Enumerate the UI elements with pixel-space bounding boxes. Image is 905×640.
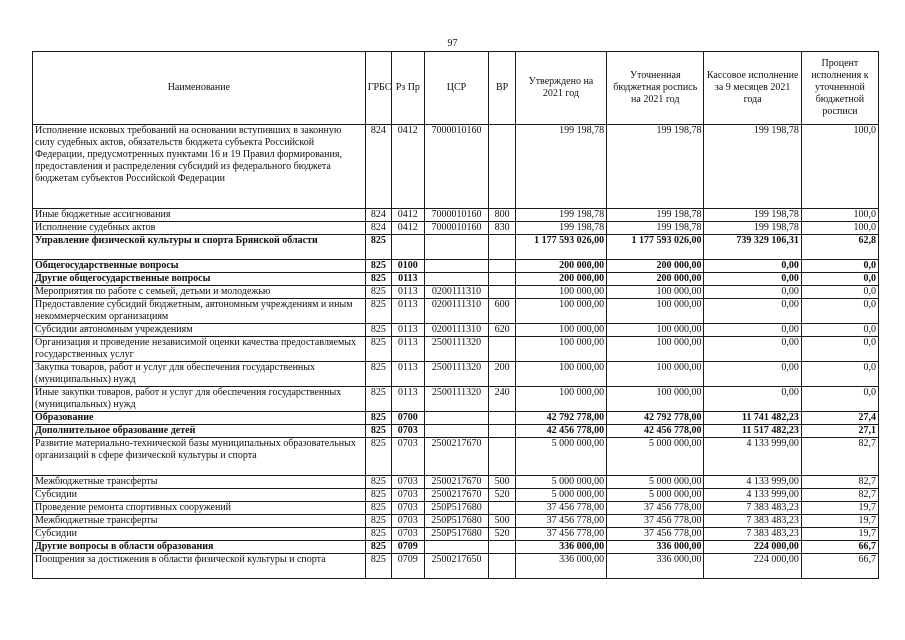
row-cash: 224 000,00: [704, 541, 801, 554]
row-approved: 100 000,00: [515, 337, 606, 362]
header-percent: Процент исполнения к уточненной бюджетной росписи: [801, 52, 878, 125]
row-updated: 37 456 778,00: [607, 502, 704, 515]
header-updated: Уточненная бюджетная роспись на 2021 год: [607, 52, 704, 125]
header-rzpr: Рз Пр: [392, 52, 424, 125]
row-cash: 0,00: [704, 387, 801, 412]
table-row: [33, 324, 879, 337]
row-csr: 2500217670: [424, 476, 489, 489]
table-row: [33, 299, 879, 324]
row-name: Иные закупки товаров, работ и услуг для обеспечения государственных (муниципальных) нужд: [33, 387, 366, 412]
row-approved: 42 456 778,00: [515, 425, 606, 438]
row-updated: 336 000,00: [607, 554, 704, 579]
row-updated: 5 000 000,00: [607, 476, 704, 489]
row-csr: 2500111320: [424, 387, 489, 412]
row-name: Поощрения за достижения в области физической культуры и спорта: [33, 554, 366, 579]
row-name: Исполнение судебных актов: [33, 222, 366, 235]
row-rzpr: 0412: [392, 125, 424, 209]
row-grbs: 825: [365, 528, 391, 541]
row-vr: 240: [489, 387, 515, 412]
row-updated: 5 000 000,00: [607, 489, 704, 502]
row-approved: 5 000 000,00: [515, 476, 606, 489]
row-percent: 0,0: [801, 387, 878, 412]
row-grbs: 825: [365, 273, 391, 286]
row-cash: 739 329 106,31: [704, 235, 801, 260]
row-updated: 100 000,00: [607, 299, 704, 324]
row-rzpr: 0709: [392, 541, 424, 554]
row-vr: [489, 502, 515, 515]
row-grbs: 824: [365, 222, 391, 235]
row-cash: 11 741 482,23: [704, 412, 801, 425]
row-cash: 4 133 999,00: [704, 489, 801, 502]
row-rzpr: 0703: [392, 515, 424, 528]
row-rzpr: 0113: [392, 387, 424, 412]
row-cash: 199 198,78: [704, 209, 801, 222]
row-cash: 4 133 999,00: [704, 476, 801, 489]
row-vr: [489, 337, 515, 362]
row-updated: 42 792 778,00: [607, 412, 704, 425]
row-grbs: 825: [365, 502, 391, 515]
table-row: [33, 438, 879, 476]
row-csr: 250P517680: [424, 528, 489, 541]
row-rzpr: 0700: [392, 412, 424, 425]
row-grbs: 825: [365, 554, 391, 579]
row-rzpr: 0703: [392, 438, 424, 476]
row-csr: [424, 273, 489, 286]
row-vr: [489, 260, 515, 273]
row-name: Дополнительное образование детей: [33, 425, 366, 438]
row-vr: 200: [489, 362, 515, 387]
row-cash: 199 198,78: [704, 222, 801, 235]
row-csr: [424, 235, 489, 260]
row-cash: 0,00: [704, 324, 801, 337]
row-percent: 100,0: [801, 222, 878, 235]
row-rzpr: 0113: [392, 324, 424, 337]
row-approved: 100 000,00: [515, 299, 606, 324]
row-approved: 100 000,00: [515, 387, 606, 412]
row-approved: 100 000,00: [515, 324, 606, 337]
row-cash: 7 383 483,23: [704, 515, 801, 528]
row-updated: 37 456 778,00: [607, 528, 704, 541]
row-rzpr: 0412: [392, 222, 424, 235]
row-name: Иные бюджетные ассигнования: [33, 209, 366, 222]
row-csr: [424, 260, 489, 273]
table-row: [33, 476, 879, 489]
row-percent: 82,7: [801, 489, 878, 502]
row-csr: [424, 541, 489, 554]
row-updated: 42 456 778,00: [607, 425, 704, 438]
row-csr: 2500217670: [424, 438, 489, 476]
table-row: [33, 260, 879, 273]
row-vr: [489, 438, 515, 476]
table-row: [33, 489, 879, 502]
row-rzpr: 0703: [392, 425, 424, 438]
header-vr: ВР: [489, 52, 515, 125]
row-csr: 7000010160: [424, 209, 489, 222]
row-approved: 100 000,00: [515, 362, 606, 387]
row-cash: 11 517 482,23: [704, 425, 801, 438]
row-csr: 7000010160: [424, 125, 489, 209]
row-cash: 4 133 999,00: [704, 438, 801, 476]
table-row: [33, 554, 879, 579]
row-vr: 500: [489, 476, 515, 489]
row-csr: 0200111310: [424, 286, 489, 299]
table-row: [33, 362, 879, 387]
row-rzpr: 0100: [392, 260, 424, 273]
row-name: Предоставление субсидий бюджетным, автономным учреждениям и иным некоммерческим организациям: [33, 299, 366, 324]
row-name: Другие общегосударственные вопросы: [33, 273, 366, 286]
row-grbs: 825: [365, 476, 391, 489]
table-row: [33, 412, 879, 425]
row-csr: 2500217670: [424, 489, 489, 502]
row-vr: [489, 554, 515, 579]
row-grbs: 825: [365, 438, 391, 476]
row-grbs: 825: [365, 412, 391, 425]
row-name: Другие вопросы в области образования: [33, 541, 366, 554]
row-name: Образование: [33, 412, 366, 425]
row-grbs: 825: [365, 425, 391, 438]
row-percent: 100,0: [801, 125, 878, 209]
row-vr: [489, 425, 515, 438]
row-approved: 336 000,00: [515, 541, 606, 554]
row-vr: 500: [489, 515, 515, 528]
row-csr: 7000010160: [424, 222, 489, 235]
row-rzpr: 0703: [392, 489, 424, 502]
row-grbs: 825: [365, 387, 391, 412]
table-row: [33, 222, 879, 235]
row-approved: 5 000 000,00: [515, 438, 606, 476]
row-updated: 37 456 778,00: [607, 515, 704, 528]
row-approved: 199 198,78: [515, 222, 606, 235]
row-csr: 250P517680: [424, 502, 489, 515]
row-percent: 19,7: [801, 515, 878, 528]
row-rzpr: 0113: [392, 337, 424, 362]
row-approved: 1 177 593 026,00: [515, 235, 606, 260]
row-percent: 100,0: [801, 209, 878, 222]
row-rzpr: 0709: [392, 554, 424, 579]
row-cash: 0,00: [704, 273, 801, 286]
row-vr: 520: [489, 489, 515, 502]
page-number: 97: [447, 38, 458, 49]
table-row: [33, 387, 879, 412]
row-cash: 199 198,78: [704, 125, 801, 209]
row-vr: [489, 541, 515, 554]
row-percent: 0,0: [801, 337, 878, 362]
row-name: Мероприятия по работе с семьей, детьми и молодежью: [33, 286, 366, 299]
row-vr: [489, 286, 515, 299]
row-csr: 2500217650: [424, 554, 489, 579]
row-vr: 620: [489, 324, 515, 337]
row-updated: 200 000,00: [607, 273, 704, 286]
header-csr: ЦСР: [424, 52, 489, 125]
row-rzpr: 0703: [392, 476, 424, 489]
row-approved: 37 456 778,00: [515, 515, 606, 528]
row-vr: 800: [489, 209, 515, 222]
table-row: [33, 515, 879, 528]
row-grbs: 825: [365, 324, 391, 337]
row-cash: 0,00: [704, 337, 801, 362]
row-percent: 66,7: [801, 554, 878, 579]
row-grbs: 824: [365, 209, 391, 222]
row-vr: [489, 125, 515, 209]
table-row: [33, 337, 879, 362]
table-row: [33, 541, 879, 554]
row-updated: 5 000 000,00: [607, 438, 704, 476]
row-name: Управление физической культуры и спорта Брянской области: [33, 235, 366, 260]
table-row: [33, 286, 879, 299]
row-rzpr: 0113: [392, 362, 424, 387]
row-name: Общегосударственные вопросы: [33, 260, 366, 273]
row-updated: 100 000,00: [607, 362, 704, 387]
row-name: Субсидии: [33, 528, 366, 541]
row-grbs: 825: [365, 299, 391, 324]
row-rzpr: 0113: [392, 286, 424, 299]
row-vr: [489, 235, 515, 260]
row-percent: 19,7: [801, 528, 878, 541]
row-approved: 42 792 778,00: [515, 412, 606, 425]
row-grbs: 825: [365, 235, 391, 260]
row-name: Проведение ремонта спортивных сооружений: [33, 502, 366, 515]
table-row: [33, 209, 879, 222]
row-name: Закупка товаров, работ и услуг для обеспечения государственных (муниципальных) нужд: [33, 362, 366, 387]
table-row: [33, 273, 879, 286]
table-row: [33, 528, 879, 541]
row-rzpr: [392, 235, 424, 260]
row-rzpr: 0703: [392, 502, 424, 515]
row-grbs: 825: [365, 541, 391, 554]
row-grbs: 825: [365, 362, 391, 387]
row-csr: 2500111320: [424, 362, 489, 387]
row-updated: 199 198,78: [607, 222, 704, 235]
table-row: [33, 425, 879, 438]
row-csr: 2500111320: [424, 337, 489, 362]
row-grbs: 824: [365, 125, 391, 209]
row-cash: 0,00: [704, 286, 801, 299]
row-csr: 0200111310: [424, 299, 489, 324]
header-cash: Кассовое исполнение за 9 месяцев 2021 года: [704, 52, 801, 125]
row-percent: 0,0: [801, 260, 878, 273]
row-rzpr: 0703: [392, 528, 424, 541]
row-percent: 0,0: [801, 273, 878, 286]
row-csr: 0200111310: [424, 324, 489, 337]
row-vr: 600: [489, 299, 515, 324]
row-grbs: 825: [365, 337, 391, 362]
row-percent: 27,1: [801, 425, 878, 438]
row-updated: 100 000,00: [607, 286, 704, 299]
row-approved: 200 000,00: [515, 260, 606, 273]
row-updated: 100 000,00: [607, 324, 704, 337]
row-csr: [424, 425, 489, 438]
header-grbs: ГРБС: [365, 52, 391, 125]
row-name: Субсидии: [33, 489, 366, 502]
row-rzpr: 0412: [392, 209, 424, 222]
row-name: Развитие материально-технической базы муниципальных образовательных организаций в сфере физической культуры и спорта: [33, 438, 366, 476]
row-grbs: 825: [365, 489, 391, 502]
header-approved: Утверждено на 2021 год: [515, 52, 606, 125]
row-csr: 250P517680: [424, 515, 489, 528]
row-percent: 82,7: [801, 476, 878, 489]
row-percent: 0,0: [801, 299, 878, 324]
row-approved: 100 000,00: [515, 286, 606, 299]
row-cash: 7 383 483,23: [704, 502, 801, 515]
table-row: [33, 502, 879, 515]
row-approved: 5 000 000,00: [515, 489, 606, 502]
row-approved: 200 000,00: [515, 273, 606, 286]
row-approved: 37 456 778,00: [515, 502, 606, 515]
table-body: [33, 125, 879, 579]
table-header-row: [33, 52, 879, 125]
row-rzpr: 0113: [392, 273, 424, 286]
header-name: Наименование: [33, 52, 366, 125]
row-cash: 7 383 483,23: [704, 528, 801, 541]
row-approved: 336 000,00: [515, 554, 606, 579]
row-cash: 0,00: [704, 260, 801, 273]
row-updated: 200 000,00: [607, 260, 704, 273]
row-percent: 0,0: [801, 362, 878, 387]
row-name: Организация и проведение независимой оценки качества предоставляемых государственных услуг: [33, 337, 366, 362]
row-approved: 199 198,78: [515, 209, 606, 222]
row-vr: [489, 273, 515, 286]
row-updated: 336 000,00: [607, 541, 704, 554]
row-approved: 199 198,78: [515, 125, 606, 209]
row-updated: 100 000,00: [607, 387, 704, 412]
row-percent: 82,7: [801, 438, 878, 476]
budget-table: [32, 51, 879, 579]
row-rzpr: 0113: [392, 299, 424, 324]
row-percent: 62,8: [801, 235, 878, 260]
row-vr: [489, 412, 515, 425]
row-percent: 0,0: [801, 286, 878, 299]
row-cash: 0,00: [704, 362, 801, 387]
row-percent: 27,4: [801, 412, 878, 425]
row-cash: 224 000,00: [704, 554, 801, 579]
row-vr: 520: [489, 528, 515, 541]
row-vr: 830: [489, 222, 515, 235]
row-csr: [424, 412, 489, 425]
row-updated: 1 177 593 026,00: [607, 235, 704, 260]
row-grbs: 825: [365, 515, 391, 528]
row-approved: 37 456 778,00: [515, 528, 606, 541]
row-cash: 0,00: [704, 299, 801, 324]
row-percent: 19,7: [801, 502, 878, 515]
row-percent: 66,7: [801, 541, 878, 554]
row-name: Межбюджетные трансферты: [33, 515, 366, 528]
row-grbs: 825: [365, 286, 391, 299]
row-name: Межбюджетные трансферты: [33, 476, 366, 489]
row-percent: 0,0: [801, 324, 878, 337]
row-updated: 199 198,78: [607, 125, 704, 209]
table-row: [33, 125, 879, 209]
row-updated: 199 198,78: [607, 209, 704, 222]
row-updated: 100 000,00: [607, 337, 704, 362]
row-grbs: 825: [365, 260, 391, 273]
table-row: [33, 235, 879, 260]
row-name: Исполнение исковых требований на основании вступивших в законную силу судебных актов, обязательств бюджета субъекта Российской Федерации, предусмотренных пунктами 16 и 19 Правил формирования, предоставления и распределения субсидий из федерального бюджета бюджетам субъектов Российской Федерации: [33, 125, 366, 209]
row-name: Субсидии автономным учреждениям: [33, 324, 366, 337]
